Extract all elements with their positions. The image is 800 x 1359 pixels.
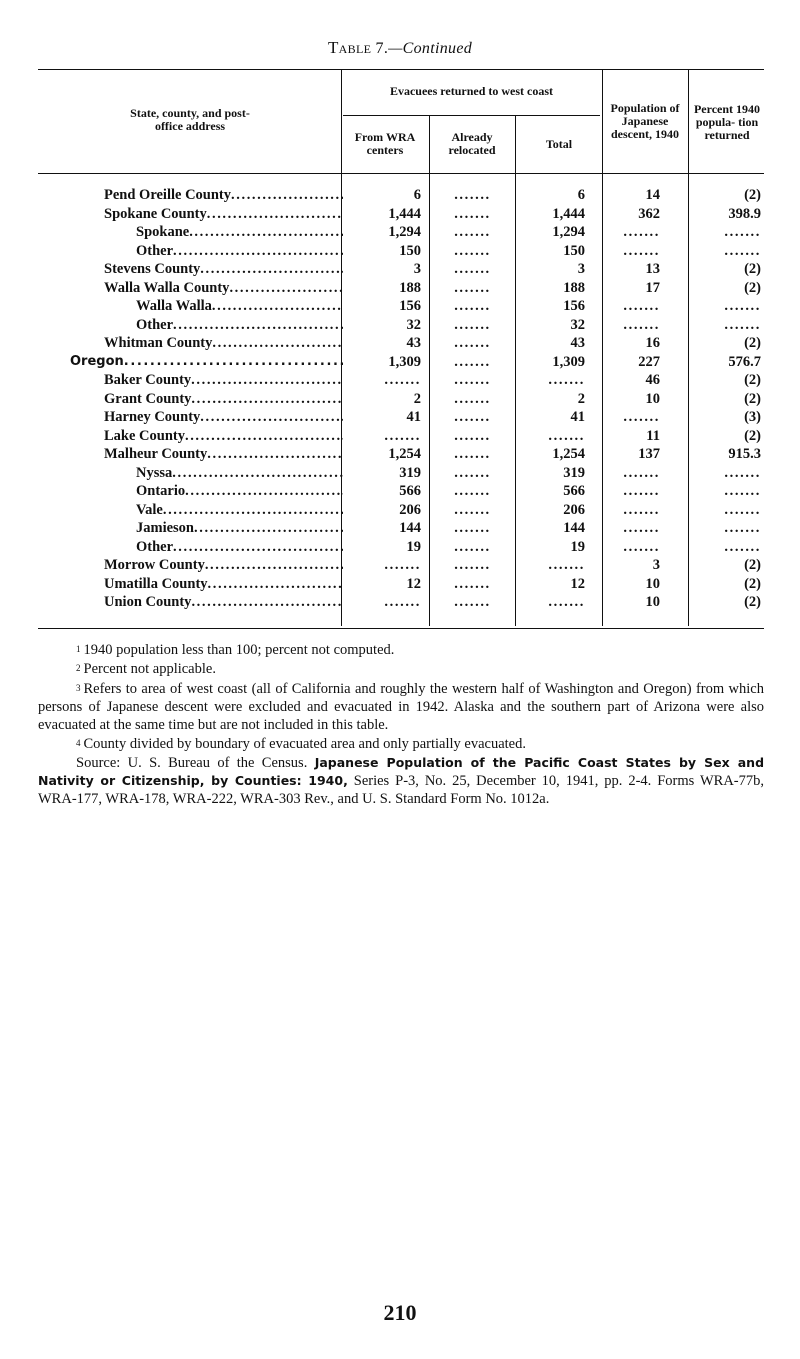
footnote-1	[38, 640, 764, 659]
total-value: 41	[570, 409, 585, 425]
total-value: 1,444	[552, 205, 585, 222]
total-value: 206	[563, 501, 585, 518]
from-wra-value: .......	[384, 594, 421, 610]
total-header: Total	[545, 136, 573, 151]
row-name-cell	[38, 575, 343, 594]
from-wra-value: 2	[413, 390, 421, 407]
from-wra-value: 566	[399, 483, 421, 499]
footnote-1-text: 1940 population less than 100; percent not computed.	[83, 642, 395, 658]
from-wra-value: 43	[406, 335, 421, 351]
from-wra-value: 188	[399, 279, 421, 296]
already-relocated-value: .......	[454, 279, 491, 296]
from-wra-value: 1,254	[388, 446, 421, 462]
footnote-4	[38, 734, 764, 753]
leader-dots	[124, 353, 343, 372]
leader-dots	[191, 390, 343, 409]
population-value: 3	[652, 557, 660, 573]
leader-dots	[173, 316, 343, 335]
percent-value: (2)	[744, 335, 761, 351]
already-relocated-value: .......	[454, 427, 491, 444]
row-name: Stevens County	[104, 261, 201, 277]
population-value: .......	[623, 520, 660, 536]
leader-dots	[212, 334, 343, 353]
population-value: 227	[638, 353, 660, 370]
already-relocated-value: .......	[454, 205, 491, 222]
row-name: Grant County	[104, 390, 192, 407]
total-value: .......	[548, 372, 585, 388]
leader-dots	[205, 556, 343, 575]
row-name-cell	[38, 205, 343, 224]
row-name: Spokane	[136, 224, 190, 240]
table-row	[38, 575, 770, 594]
percent-value: (2)	[744, 372, 761, 388]
row-name: Baker County	[104, 372, 192, 388]
population-value: 11	[646, 427, 660, 444]
leader-dots	[194, 519, 343, 538]
population-value: .......	[623, 464, 660, 481]
footnote-1-mark: 1	[76, 644, 81, 654]
population-value: .......	[623, 316, 660, 333]
total-value: 6	[577, 187, 585, 203]
leader-dots	[189, 223, 343, 242]
already-relocated-value: .......	[454, 520, 491, 536]
row-name: Spokane County	[104, 205, 207, 222]
table-row	[38, 316, 770, 335]
leader-dots	[185, 427, 343, 446]
from-wra-value: 32	[406, 316, 421, 333]
from-wra-value: 1,309	[388, 353, 421, 370]
table-row	[38, 593, 770, 612]
population-value: 362	[638, 205, 660, 222]
total-value: 150	[563, 242, 585, 259]
table-row	[38, 427, 770, 446]
percent-value: .......	[724, 520, 761, 536]
population-value: 10	[645, 390, 660, 407]
row-name: Harney County	[104, 409, 201, 425]
percent-value: (2)	[744, 390, 761, 407]
already-relocated-value: .......	[454, 316, 491, 333]
row-name: Vale	[136, 501, 163, 518]
footnote-2-text: Percent not applicable.	[83, 661, 216, 678]
row-name: Lake County	[104, 427, 185, 444]
already-relocated-header: Already relocated	[448, 130, 496, 157]
from-wra-value: 319	[399, 464, 421, 481]
population-value: 16	[645, 335, 660, 351]
already-relocated-value: .......	[454, 594, 491, 610]
population-value: 14	[645, 187, 660, 203]
population-value: 46	[645, 372, 660, 388]
row-name: Jamieson	[136, 520, 194, 536]
percent-value: (2)	[744, 427, 761, 444]
row-name-cell	[38, 334, 343, 353]
table-row	[38, 556, 770, 575]
footnote-2	[38, 659, 764, 678]
row-name-cell	[38, 408, 343, 427]
row-name-cell	[38, 223, 343, 242]
row-name: Union County	[104, 594, 192, 610]
total-value: 1,309	[552, 353, 585, 370]
total-value: .......	[548, 427, 585, 444]
total-value: 566	[563, 483, 585, 499]
already-relocated-value: .......	[454, 242, 491, 259]
total-value: .......	[548, 557, 585, 573]
already-relocated-value: .......	[454, 372, 491, 388]
already-relocated-value: .......	[454, 390, 491, 407]
table-row	[38, 519, 770, 538]
row-name-cell	[38, 316, 343, 335]
leader-dots	[191, 371, 343, 390]
from-wra-header: From WRA centers	[354, 130, 416, 157]
source-agency: Source: U. S. Bureau of the Census.	[76, 754, 308, 771]
population-value: .......	[623, 409, 660, 425]
leader-dots	[212, 297, 343, 316]
leader-dots	[229, 279, 343, 298]
leader-dots	[200, 260, 343, 279]
source-publication: Japanese Population of the Pacific Coast States by Sex and Nativity or Citizenship, by Counties: 1940,	[38, 754, 765, 789]
table-row	[38, 408, 770, 427]
footnote-4-text: County divided by boundary of evacuated area and only partially evacuated.	[83, 736, 526, 753]
leader-dots	[208, 575, 343, 594]
footnote-3-mark: 3	[76, 682, 81, 693]
leader-dots	[207, 445, 343, 464]
row-name: Ontario	[136, 483, 186, 499]
percent-value: (2)	[744, 575, 761, 592]
stub-header: State, county, and post-office address	[130, 106, 250, 133]
percent-value: (2)	[744, 594, 761, 610]
population-value: .......	[623, 483, 660, 499]
row-name: Nyssa	[136, 464, 173, 481]
already-relocated-value: .......	[454, 501, 491, 518]
table-bottom-rule	[38, 628, 764, 629]
row-name-cell	[38, 538, 343, 557]
already-relocated-value: .......	[454, 353, 491, 370]
table-row	[38, 501, 770, 520]
total-value: 1,294	[552, 224, 585, 240]
percent-value: (2)	[744, 261, 761, 277]
already-relocated-value: .......	[454, 187, 491, 203]
already-relocated-value: .......	[454, 224, 491, 240]
row-name-cell	[38, 297, 343, 316]
already-relocated-value: .......	[454, 409, 491, 425]
percent-value: (2)	[744, 279, 761, 296]
from-wra-value: .......	[384, 557, 421, 573]
table-row	[38, 353, 770, 372]
from-wra-value: 41	[406, 409, 421, 425]
already-relocated-value: .......	[454, 335, 491, 351]
footnote-4-mark: 4	[76, 738, 81, 749]
table-title	[0, 38, 800, 58]
leader-dots	[173, 242, 343, 261]
row-name: Walla Walla	[136, 298, 212, 314]
leader-dots	[231, 186, 343, 205]
row-name: Morrow County	[104, 557, 205, 573]
row-name-cell	[38, 186, 343, 205]
footnote-3-text: Refers to area of west coast (all of California and roughly the western half of Washington and Oregon) from which persons of Japanese descent were excluded and evacuated in 1942. Alaska and the southern part of Arizona were also evacuated at the same time but are not included in this table.	[38, 680, 764, 734]
table-row	[38, 371, 770, 390]
top-rule	[38, 69, 764, 70]
total-value: 1,254	[552, 446, 585, 462]
header-bottom-rule	[38, 173, 764, 174]
population-value: 13	[645, 261, 660, 277]
row-name-cell	[38, 260, 343, 279]
total-value: 2	[577, 390, 585, 407]
table-row	[38, 279, 770, 298]
already-relocated-value: .......	[454, 446, 491, 462]
percent-value: .......	[724, 538, 761, 555]
row-name-cell	[38, 242, 343, 261]
total-value: 144	[563, 520, 585, 536]
from-wra-value: 150	[399, 242, 421, 259]
percent-value: (2)	[744, 187, 761, 203]
row-name-cell	[38, 371, 343, 390]
row-name: Whitman County	[104, 335, 213, 351]
population-value: 10	[645, 575, 660, 592]
source-details: Series P-3, No. 25, December 10, 1941, pp. 2-4. Forms WRA-77b, WRA-177, WRA-178, WRA-222, WRA-303 Rev., and U. S. Standard Form No. 1012a.	[38, 773, 764, 808]
already-relocated-value: .......	[454, 464, 491, 481]
table-row	[38, 390, 770, 409]
table-body	[38, 186, 770, 612]
already-relocated-value: .......	[454, 538, 491, 555]
table-row	[38, 334, 770, 353]
group-header: Evacuees returned to west coast	[389, 83, 554, 98]
row-name-cell	[38, 390, 343, 409]
total-value: 188	[563, 279, 585, 296]
total-value: 3	[577, 261, 585, 277]
from-wra-value: 6	[413, 187, 421, 203]
percent-value: .......	[724, 501, 761, 518]
from-wra-value: 156	[399, 298, 421, 314]
table-row	[38, 538, 770, 557]
from-wra-value: 12	[406, 575, 421, 592]
total-value: 156	[563, 298, 585, 314]
table-row	[38, 223, 770, 242]
from-wra-value: 1,444	[388, 205, 421, 222]
row-name-cell	[38, 519, 343, 538]
leader-dots	[191, 593, 343, 612]
row-name-cell	[38, 593, 343, 612]
row-name: Other	[136, 242, 174, 259]
row-name-cell	[38, 501, 343, 520]
total-value: 19	[570, 538, 585, 555]
total-value: 319	[563, 464, 585, 481]
row-name-cell	[38, 464, 343, 483]
row-name-cell	[38, 445, 343, 464]
from-wra-value: 1,294	[388, 224, 421, 240]
from-wra-value: .......	[384, 372, 421, 388]
source-note	[38, 754, 764, 809]
table-row	[38, 260, 770, 279]
row-name-cell	[38, 427, 343, 446]
table-row	[38, 464, 770, 483]
total-value: 32	[570, 316, 585, 333]
row-name-cell	[38, 279, 343, 298]
from-wra-value: 144	[399, 520, 421, 536]
already-relocated-value: .......	[454, 298, 491, 314]
percent-value: .......	[724, 224, 761, 240]
row-name: Pend Oreille County	[104, 187, 232, 203]
percent-value: 915.3	[728, 446, 761, 462]
table-row	[38, 186, 770, 205]
group-underline	[343, 115, 600, 116]
total-value: .......	[548, 594, 585, 610]
table-row	[38, 297, 770, 316]
table-title-suffix: —Continued	[388, 40, 473, 57]
from-wra-value: 3	[413, 261, 421, 277]
population-value: .......	[623, 538, 660, 555]
row-name-cell	[38, 353, 343, 372]
percent-value: .......	[724, 298, 761, 314]
row-name: Other	[136, 316, 174, 333]
population-value: .......	[623, 298, 660, 314]
data-table	[38, 186, 770, 612]
table-title-number: 7.	[375, 40, 389, 57]
already-relocated-value: .......	[454, 261, 491, 277]
population-header: Population of Japanese descent, 1940	[610, 100, 680, 141]
percent-value: .......	[724, 483, 761, 499]
page-number: 210	[383, 1300, 417, 1325]
table-row	[38, 445, 770, 464]
row-name: Walla Walla County	[104, 279, 230, 296]
population-value: 10	[645, 594, 660, 610]
population-value: .......	[623, 501, 660, 518]
population-value: .......	[623, 242, 660, 259]
footnote-2-mark: 2	[76, 663, 81, 674]
leader-dots	[185, 482, 343, 501]
footnote-3	[38, 679, 764, 735]
row-name-cell	[38, 556, 343, 575]
table-row	[38, 242, 770, 261]
row-name: Oregon	[70, 353, 124, 369]
already-relocated-value: .......	[454, 557, 491, 573]
percent-header: Percent 1940 popula- tion returned	[693, 101, 761, 142]
row-name-cell	[38, 482, 343, 501]
from-wra-value: 19	[406, 538, 421, 555]
row-name: Umatilla County	[104, 575, 208, 592]
leader-dots	[200, 408, 343, 427]
percent-value: (2)	[744, 557, 761, 573]
population-value: 17	[645, 279, 660, 296]
table-row	[38, 205, 770, 224]
percent-value: .......	[724, 242, 761, 259]
row-name: Other	[136, 538, 174, 555]
total-value: 43	[570, 335, 585, 351]
leader-dots	[163, 501, 343, 520]
percent-value: (3)	[744, 409, 761, 425]
table-row	[38, 482, 770, 501]
footnotes	[38, 640, 764, 809]
percent-value: 576.7	[728, 353, 761, 370]
table-title-label: Table	[327, 38, 372, 57]
population-value: 137	[638, 446, 660, 462]
percent-value: .......	[724, 464, 761, 481]
from-wra-value: 206	[399, 501, 421, 518]
leader-dots	[173, 538, 343, 557]
from-wra-value: .......	[384, 427, 421, 444]
percent-value: 398.9	[728, 205, 761, 222]
percent-value: .......	[724, 316, 761, 333]
leader-dots	[172, 464, 343, 483]
total-value: 12	[570, 575, 585, 592]
already-relocated-value: .......	[454, 483, 491, 499]
population-value: .......	[623, 224, 660, 240]
already-relocated-value: .......	[454, 575, 491, 592]
leader-dots	[207, 205, 343, 224]
row-name: Malheur County	[104, 446, 208, 462]
